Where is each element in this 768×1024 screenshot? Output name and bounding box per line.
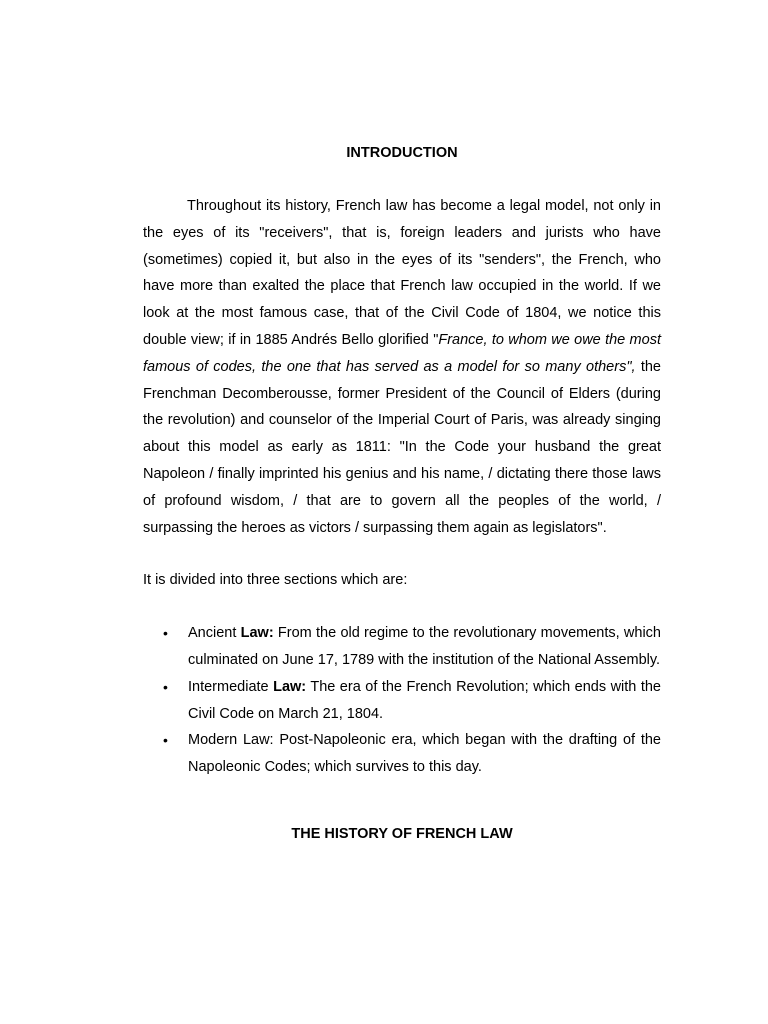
history-heading: THE HISTORY OF FRENCH LAW	[291, 825, 513, 842]
bullet-icon: •	[163, 732, 168, 749]
intro-quote-italic: France, to whom we owe the most famous of codes, the one that has served as a model for so many others",	[143, 331, 661, 375]
list-item	[143, 620, 661, 674]
bullet-icon: •	[163, 678, 168, 695]
spacer	[143, 594, 661, 620]
spacer	[143, 541, 661, 567]
intro-paragraph-part1: Throughout its history, French law has become a legal model, not only in the eyes of its "receivers", that is, foreign leaders and jurists who have (sometimes) copied it, but also in the eyes of its "senders", the French, who have more than exalted the place that French law occupied in the world. If we look at the most famous case, that of the Civil Code of 1804, we notice this double view; if in 1885 Andrés Bello glorified "	[143, 198, 661, 348]
spacer	[143, 167, 661, 193]
section-text: From the old regime to the revolutionary movements, which culminated on June 17, 1789 with the institution of the National Assembly.	[188, 625, 661, 668]
intro-paragraph	[143, 193, 661, 541]
list-item	[143, 727, 661, 781]
section-bold-term: Law:	[273, 678, 307, 695]
section-prefix: Modern Law: Post-Napoleonic era, which began with the drafting of the Napoleonic Codes; which survives to this day.	[188, 732, 661, 776]
section-bold-term: Law:	[240, 625, 274, 642]
section-prefix: Intermediate	[188, 678, 274, 695]
document-page	[143, 140, 661, 848]
section-text: The era of the French Revolution; which ends with the Civil Code on March 21, 1804.	[188, 678, 661, 722]
intro-heading: INTRODUCTION	[346, 145, 458, 161]
bullet-icon: •	[163, 625, 168, 642]
list-item	[143, 674, 661, 728]
sections-intro: It is divided into three sections which are:	[143, 572, 408, 589]
spacer	[143, 781, 661, 821]
sections-list	[143, 620, 661, 781]
section-prefix: Ancient	[188, 625, 241, 642]
intro-paragraph-part2: the Frenchman Decomberousse, former President of the Council of Elders (during the revolution) and counselor of the Imperial Court of Paris, was already singing about this model as early as 1811: "In the Code your husband the great Napoleon / finally imprinted his genius and his name, / dictating there those laws of profound wisdom, / that are to govern all the peoples of the world, / surpassing the heroes as victors / surpassing them again as legislators".	[143, 358, 661, 536]
